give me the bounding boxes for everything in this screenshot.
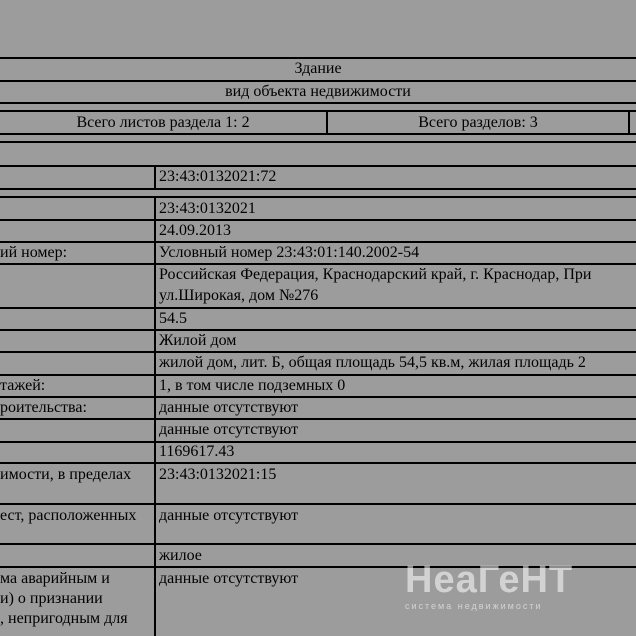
grid-line bbox=[628, 110, 630, 135]
grid-line bbox=[0, 219, 636, 221]
former-number-label: ий номер: bbox=[0, 244, 68, 261]
grid-line bbox=[154, 165, 156, 190]
emergency-value: данные отсутствуют bbox=[159, 570, 299, 587]
watermark-logo bbox=[405, 560, 573, 612]
area-value: 54.5 bbox=[159, 310, 187, 327]
assignment-date: 24.09.2013 bbox=[159, 222, 231, 239]
purpose-value: Жилой дом bbox=[159, 332, 237, 349]
grid-line bbox=[0, 418, 636, 420]
watermark-brand: НеаГеНТ bbox=[405, 559, 574, 601]
construction-year-value: данные отсутствуют bbox=[159, 399, 299, 416]
grid-line bbox=[0, 441, 636, 443]
grid-line bbox=[0, 133, 636, 135]
premises-label: ест, расположенных bbox=[0, 507, 137, 524]
grid-line bbox=[0, 503, 636, 505]
grid-line bbox=[0, 165, 636, 167]
grid-line bbox=[0, 543, 636, 545]
emergency-label-3: , непригодным для bbox=[0, 610, 128, 627]
parcel-value: 23:43:0132021:15 bbox=[159, 466, 277, 483]
cadastral-block: 23:43:0132021 bbox=[159, 200, 256, 217]
cadastral-value: 1169617.43 bbox=[159, 443, 235, 460]
object-title: Здание bbox=[294, 60, 342, 77]
grid-line bbox=[0, 102, 636, 104]
grid-line bbox=[0, 196, 636, 198]
parcel-label: имости, в пределах bbox=[0, 466, 132, 483]
premises-value: данные отсутствуют bbox=[159, 507, 299, 524]
grid-line bbox=[0, 396, 636, 398]
floors-label: тажей: bbox=[0, 377, 46, 394]
emergency-label-1: ма аварийным и bbox=[0, 570, 110, 587]
emergency-label-2: и) о признании bbox=[0, 590, 103, 607]
grid-line bbox=[0, 329, 636, 331]
cadastral-number: 23:43:0132021:72 bbox=[159, 168, 277, 185]
total-sections: Всего разделов: 3 bbox=[418, 114, 538, 131]
construction-year-label: роительства: bbox=[0, 399, 87, 416]
former-number-value: Условный номер 23:43:01:140.2002-54 bbox=[159, 244, 420, 261]
grid-line bbox=[0, 141, 636, 143]
grid-line bbox=[0, 188, 636, 190]
floors-value: 1, в том числе подземных 0 bbox=[159, 377, 346, 394]
grid-line bbox=[0, 110, 636, 112]
object-type-caption: вид объекта недвижимости bbox=[225, 83, 411, 100]
commission-year-value: данные отсутствуют bbox=[159, 421, 299, 438]
total-sheets: Всего листов раздела 1: 2 bbox=[76, 114, 250, 131]
grid-line bbox=[0, 307, 636, 309]
name-value: жилой дом, лит. Б, общая площадь 54,5 кв.м, жилая площадь 2 bbox=[159, 354, 586, 371]
watermark-tagline: система недвижимости bbox=[405, 601, 543, 611]
address-line-2: ул.Широкая, дом №276 bbox=[159, 287, 319, 304]
address-line-1: Российская Федерация, Краснодарский край, г. Краснодар, При bbox=[159, 266, 592, 283]
grid-line bbox=[0, 462, 636, 464]
grid-line bbox=[154, 196, 156, 636]
status-value: жилое bbox=[159, 547, 202, 564]
